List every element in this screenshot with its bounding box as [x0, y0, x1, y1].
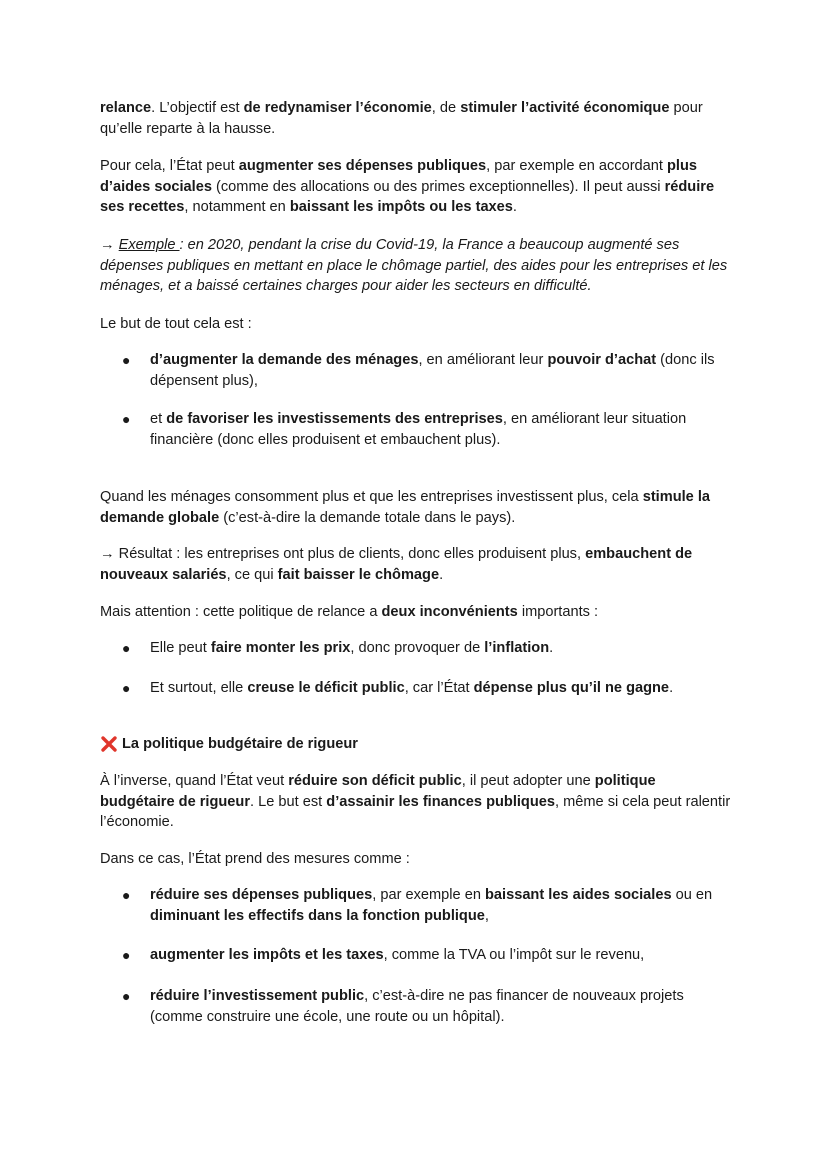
exemple-label: Exemple — [118, 237, 180, 253]
paragraph-demande-globale: Quand les ménages consomment plus et que les entreprises investissent plus, cela stimule la demande globale (c’est-à-dire la demande totale dans le pays). — [100, 489, 711, 526]
bold-text: fait baisser le chômage — [277, 566, 440, 583]
bold-text: réduire son déficit public — [288, 773, 462, 789]
paragraph-mesures: Dans ce cas, l’État prend des mesures comme : — [100, 851, 410, 867]
paragraph-but: Le but de tout cela est : — [100, 316, 252, 332]
bold-text: plus d’aides sociales — [100, 158, 698, 195]
bullet-icon: ● — [122, 680, 131, 696]
bold-text: stimuler l’activité économique — [460, 100, 670, 116]
bold-text: réduire ses dépenses publiques — [150, 887, 373, 903]
bullet-icon: ● — [122, 887, 131, 903]
paragraph-depenses: Pour cela, l’État peut augmenter ses dépenses publiques, par exemple en accordant plus d’aides sociales (comme des allocations ou des primes exceptionnelles). Il peut aussi réduire ses recettes, notamment en baissant les impôts ou les taxes. — [100, 158, 715, 215]
bullet-icon: ● — [122, 947, 131, 963]
bold-text: diminuant les effectifs dans la fonction publique — [150, 907, 485, 924]
list-item: ● Et surtout, elle creuse le déficit public, car l’État dépense plus qu’il ne gagne. — [122, 678, 732, 699]
section-heading — [100, 734, 732, 755]
bold-text: baissant les impôts ou les taxes — [289, 199, 513, 215]
list-item: ● Elle peut faire monter les prix, donc provoquer de l’inflation. — [122, 638, 732, 659]
bold-text: relance — [100, 100, 152, 116]
bold-text: de favoriser les investissements des entreprises — [166, 411, 503, 427]
bold-text: stimule la demande globale — [100, 489, 711, 526]
bold-text: réduire l’investissement public — [150, 988, 365, 1004]
bold-text: l’inflation — [484, 640, 550, 656]
paragraph-relance-intro: relance. L’objectif est de redynamiser l’économie, de stimuler l’activité économique pour qu’elle reparte à la hausse. — [100, 100, 703, 137]
bold-text: réduire ses recettes — [100, 178, 715, 215]
bullet-icon: ● — [122, 352, 131, 368]
bold-text: baissant les aides sociales — [485, 887, 672, 903]
bold-text: embauchent de nouveaux salariés — [100, 546, 693, 583]
paragraph-resultat: → Résultat : les entreprises ont plus de clients, donc elles produisent plus, embauchent de nouveaux salariés, ce qui fait baisser le chômage. — [100, 546, 693, 583]
bold-text: creuse le déficit public — [247, 680, 405, 696]
list-item: ● réduire ses dépenses publiques, par exemple en baissant les aides sociales ou en diminuant les effectifs dans la fonction publique, — [122, 887, 713, 924]
bold-text: de redynamiser l’économie — [243, 100, 432, 116]
bullet-icon: ● — [122, 640, 131, 656]
bold-text: augmenter les impôts et les taxes — [150, 947, 384, 963]
paragraph-attention: Mais attention : cette politique de relance a deux inconvénients importants : — [100, 604, 599, 620]
section-heading-text: La politique budgétaire de rigueur — [122, 736, 358, 752]
paragraph-rigueur: À l’inverse, quand l’État veut réduire son déficit public, il peut adopter une politique budgétaire de rigueur. Le but est d’assainir les finances publiques, même si cela peut ralentir l’économie. — [100, 773, 731, 830]
bullet-icon: ● — [122, 411, 131, 427]
bold-text: dépense plus qu’il ne gagne — [473, 680, 670, 696]
bold-text: pouvoir d’achat — [547, 352, 657, 368]
list-item: ● et de favoriser les investissements des entreprises, en améliorant leur situation financière (donc elles produisent et embauchent plus). — [122, 411, 687, 448]
list-item: ● augmenter les impôts et les taxes, comme la TVA ou l’impôt sur le revenu, — [122, 945, 732, 966]
paragraph-exemple: → Exemple : en 2020, pendant la crise du Covid-19, la France a beaucoup augmenté ses dépenses publiques en mettant en place le chômage partiel, des aides pour les entreprises et les ménages, et a baissé certaines charges pour aider les secteurs en difficulté. — [100, 237, 728, 294]
list-item: ● réduire l’investissement public, c’est-à-dire ne pas financer de nouveaux projets (comme construire une école, une route ou un hôpital). — [122, 988, 684, 1025]
list-item: ● d’augmenter la demande des ménages, en améliorant leur pouvoir d’achat (donc ils dépensent plus), — [122, 352, 715, 389]
bold-text: deux inconvénients — [381, 604, 518, 620]
bold-text: d’assainir les finances publiques — [326, 793, 555, 810]
bold-text: augmenter ses dépenses publiques — [238, 158, 487, 174]
bold-text: faire monter les prix — [210, 640, 351, 656]
bold-text: politique budgétaire de rigueur — [100, 773, 656, 810]
bullet-icon: ● — [122, 988, 131, 1004]
cross-mark-icon — [100, 735, 118, 753]
bold-text: d’augmenter la demande des ménages — [150, 352, 419, 368]
